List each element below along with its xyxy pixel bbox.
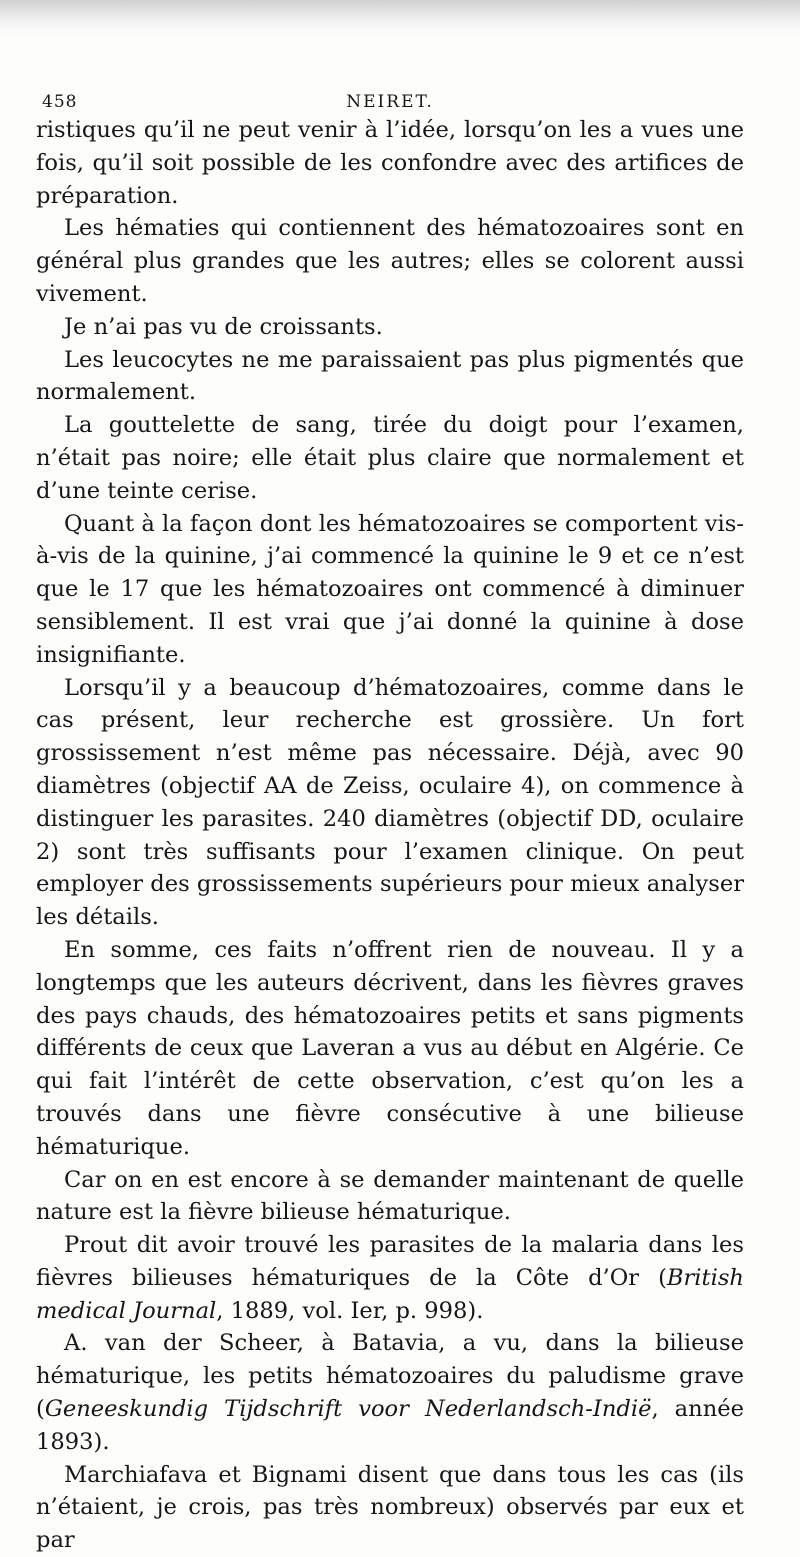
scan-edge-shadow bbox=[0, 0, 800, 36]
paragraph-9: Car on en est encore à se demander maintenant de quelle nature est la fièvre bilieuse hématurique. bbox=[36, 1166, 744, 1226]
paragraph-12: Marchiafava et Bignami disent que dans tous les cas (ils n’étaient, je crois, pas très nombreux) observés par eux et par bbox=[36, 1461, 744, 1554]
paragraph-3: Je n’ai pas vu de croissants. bbox=[64, 313, 383, 340]
paragraph-2: Les hématies qui contiennent des hématozoaires sont en général plus grandes que les autres; elles se colorent aussi vivement. bbox=[36, 215, 744, 307]
paragraph-5: La gouttelette de sang, tirée du doigt pour l’examen, n’était pas noire; elle était plus claire que normalement et d’une teinte cerise. bbox=[36, 412, 744, 504]
paragraph-10-text: Prout dit avoir trouvé les parasites de la malaria dans les fièvres bilieuses hématuriques de la Côte d’Or ( bbox=[36, 1232, 744, 1291]
paragraph-1: ristiques qu’il ne peut venir à l’idée, lorsqu’on les a vues une fois, qu’il soit possible de les confondre avec des artifices de préparation. bbox=[36, 117, 744, 209]
body-text bbox=[36, 114, 744, 1557]
paragraph-10 bbox=[36, 1229, 744, 1327]
paragraph-10-after: , 1889, vol. Ier, p. 998). bbox=[216, 1297, 484, 1324]
citation-british-medical-journal: British medical Journal bbox=[36, 1264, 744, 1324]
running-head: NEIRET. bbox=[346, 92, 434, 112]
page-header bbox=[36, 84, 744, 114]
book-page bbox=[36, 84, 744, 1557]
page-number: 458 bbox=[42, 92, 78, 112]
paragraph-4: Les leucocytes ne me paraissaient pas plus pigmentés que normalement. bbox=[36, 346, 744, 406]
paragraph-7: Lorsqu’il y a beaucoup d’hématozoaires, comme dans le cas présent, leur recherche est grossière. Un fort grossissement n’est même pas nécessaire. Déjà, avec 90 diamètres (objectif AA de Zeiss, oculaire 4), on commence à distinguer les parasites. 240 diamètres (objectif DD, oculaire 2) sont très suffisants pour l’examen clinique. On peut employer des grossissements supérieurs pour mieux analyser les détails. bbox=[36, 674, 744, 931]
paragraph-8: En somme, ces faits n’offrent rien de nouveau. Il y a longtemps que les auteurs décrivent, dans les fièvres graves des pays chauds, des hématozoaires petits et sans pigments différents de ceux que Laveran a vus au début en Algérie. Ce qui fait l’intérêt de cette observation, c’est qu’on les a trouvés dans une fièvre consécutive à une bilieuse hématurique. bbox=[36, 936, 744, 1160]
citation-geneeskundig-tijdschrift: Geneeskundig Tijdschrift voor Nederlandsch-Indië bbox=[44, 1396, 652, 1423]
paragraph-11-text: A. van der Scheer, à Batavia, a vu, dans la bilieuse hématurique, les petits hématozoaires du paludisme grave ( bbox=[36, 1330, 744, 1423]
paragraph-6: Quant à la façon dont les hématozoaires se comportent vis-à-vis de la quinine, j’ai commencé la quinine le 9 et ce n’est que le 17 que les hématozoaires ont commencé à diminuer sensiblement. Il est vrai que j’ai donné la quinine à dose insignifiante. bbox=[36, 510, 744, 668]
paragraph-11 bbox=[36, 1327, 744, 1458]
paragraph-11-after: , année 1893). bbox=[36, 1396, 744, 1455]
